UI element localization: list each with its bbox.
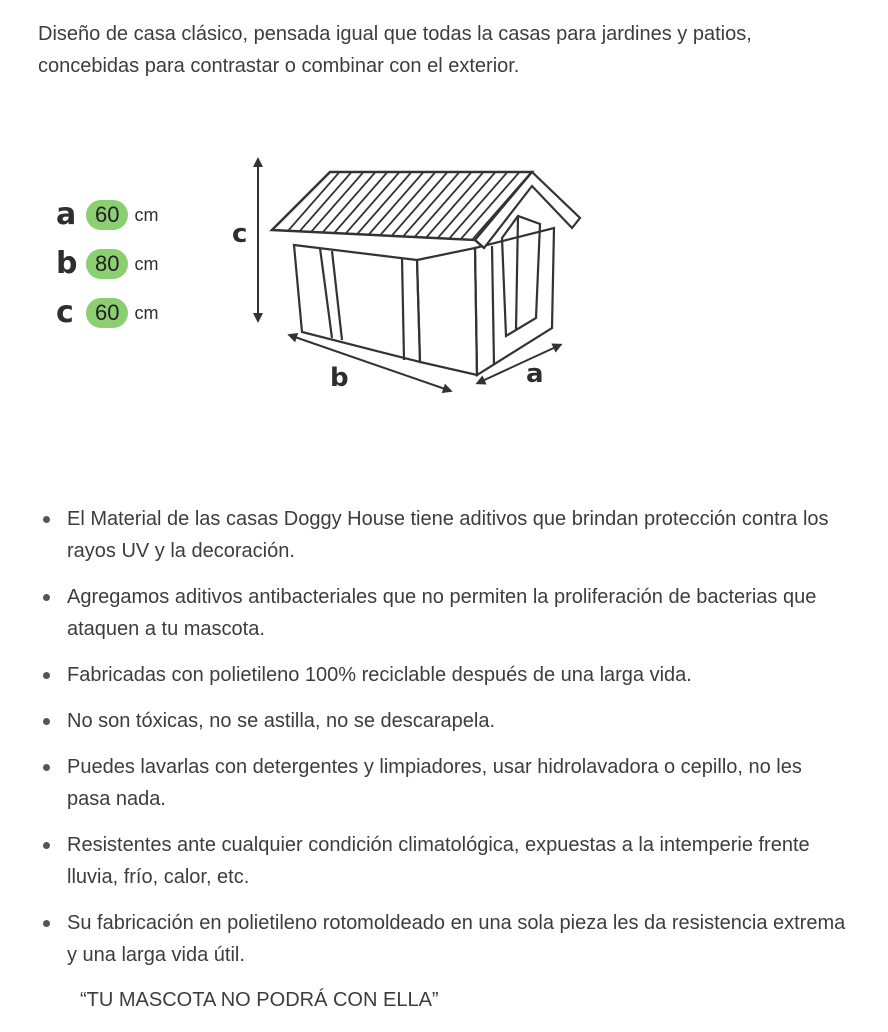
dimension-unit: cm [134, 253, 159, 274]
label-c: c [232, 219, 248, 249]
list-item: No son tóxicas, no se astilla, no se descarapela. [40, 705, 850, 737]
list-item: Agregamos aditivos antibacteriales que no permiten la proliferación de bacterias que ataquen a tu mascota. [40, 581, 850, 645]
dimension-value-badge: 80 [86, 249, 128, 279]
intro-text: Diseño de casa clásico, pensada igual que todas la casas para jardines y patios, concebidas para contrastar o combinar con el exterior. [38, 23, 752, 77]
doghouse-diagram [222, 150, 592, 400]
list-item: Resistentes ante cualquier condición climatológica, expuestas a la intemperie frente lluvia, frío, calor, etc. [40, 829, 850, 893]
dimension-b [56, 244, 216, 284]
dimension-letter: a [56, 197, 77, 232]
list-item: Puedes lavarlas con detergentes y limpiadores, usar hidrolavadora o cepillo, no les pasa nada. [40, 751, 850, 815]
list-item: Fabricadas con polietileno 100% reciclable después de una larga vida. [40, 659, 850, 691]
width-arrow [480, 346, 558, 382]
label-b: b [330, 363, 349, 393]
label-a: a [526, 359, 544, 389]
slogan: “TU MASCOTA NO PODRÁ CON ELLA” [80, 989, 439, 1011]
dimension-value-badge: 60 [86, 200, 128, 230]
dimension-letter: c [56, 295, 74, 330]
dimension-letter: b [56, 246, 78, 281]
feature-list [40, 503, 850, 985]
dimension-a [56, 195, 216, 235]
dimension-unit: cm [134, 204, 159, 225]
dimension-unit: cm [134, 302, 159, 323]
dimension-legend [56, 195, 216, 342]
dimension-c [56, 293, 216, 333]
list-item: Su fabricación en polietileno rotomoldeado en una sola pieza les da resistencia extrema y una larga vida útil. [40, 907, 850, 971]
list-item: El Material de las casas Doggy House tiene aditivos que brindan protección contra los rayos UV y la decoración. [40, 503, 850, 567]
house-roof [272, 160, 580, 248]
dimension-value-badge: 60 [86, 298, 128, 328]
